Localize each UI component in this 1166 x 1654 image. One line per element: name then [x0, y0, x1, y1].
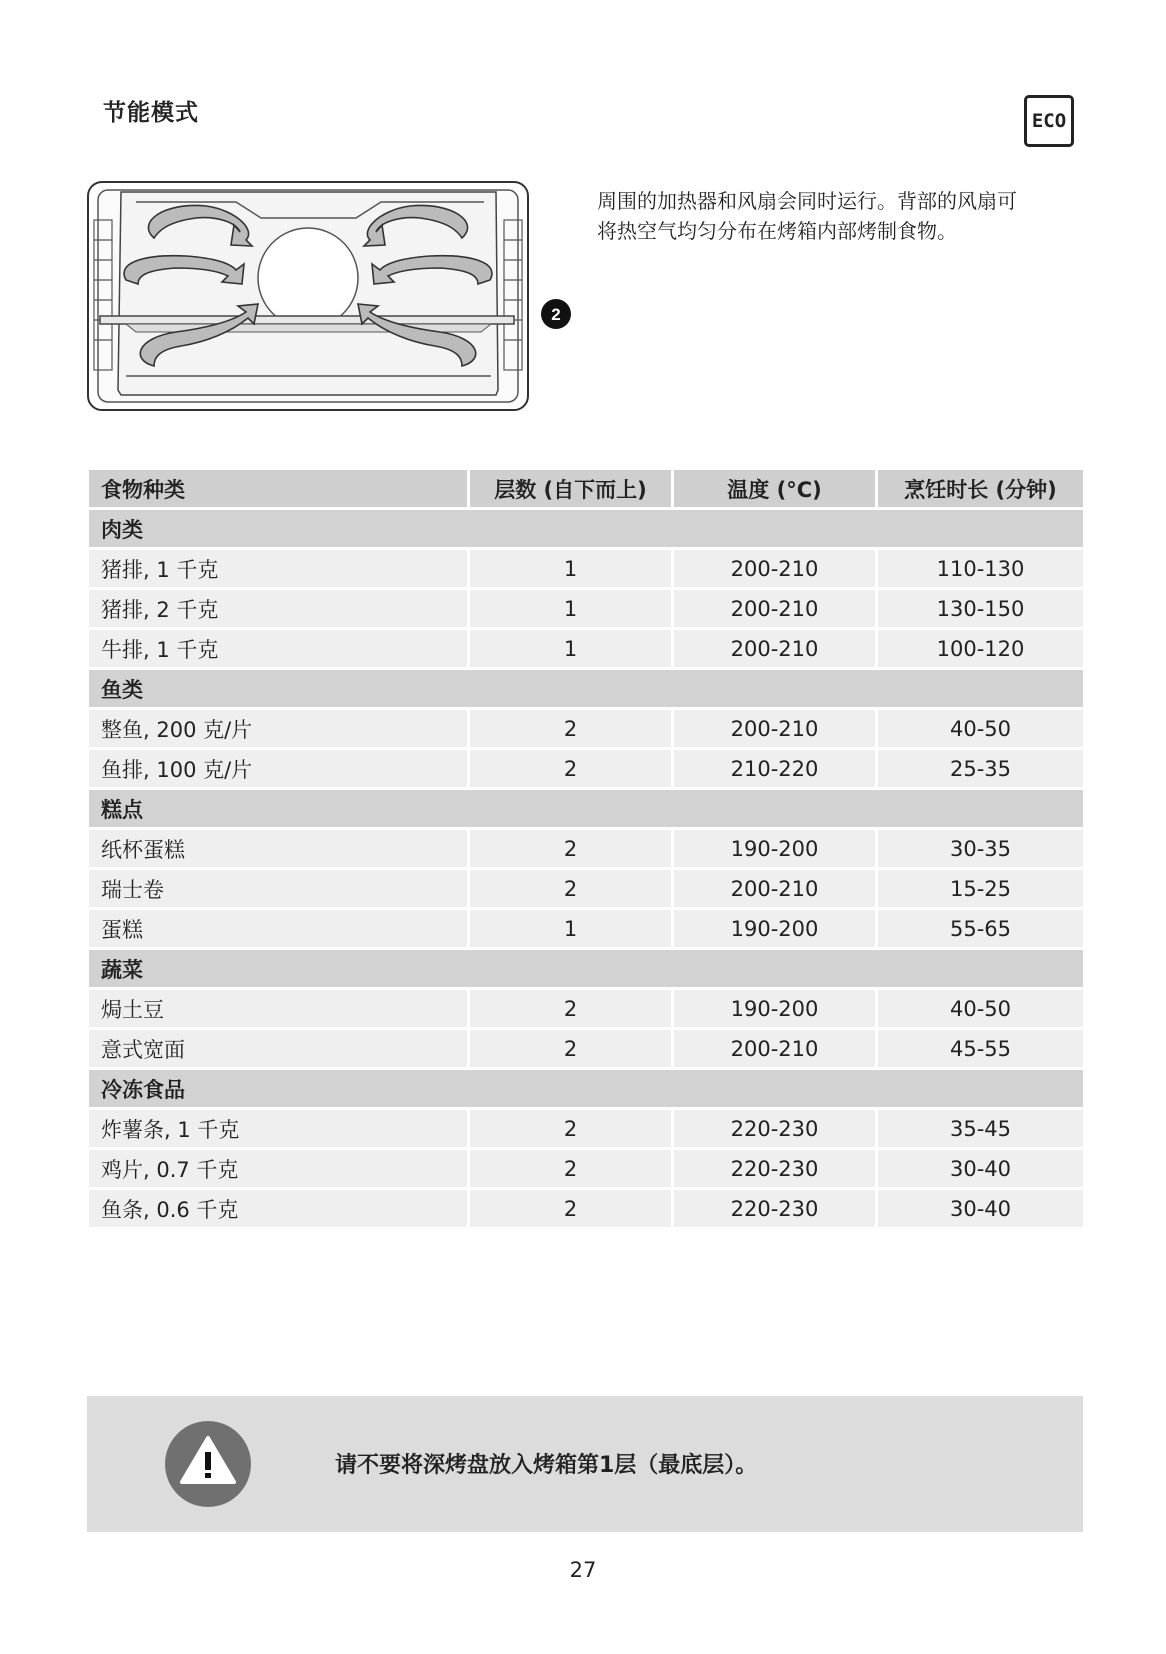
temperature-cell: 200-210 — [674, 710, 875, 747]
food-cell: 瑞士卷 — [89, 870, 467, 907]
temperature-cell: 200-210 — [674, 870, 875, 907]
table-row — [89, 1190, 1083, 1227]
temperature-cell: 200-210 — [674, 590, 875, 627]
food-cell: 牛排, 1 千克 — [89, 630, 467, 667]
category-row — [89, 670, 1083, 707]
description-line-1: 周围的加热器和风扇会同时运行。背部的风扇可 — [597, 189, 1017, 213]
level-cell: 2 — [470, 870, 671, 907]
cooking-table — [89, 470, 1083, 1230]
warning-box — [87, 1396, 1083, 1532]
table-row — [89, 1030, 1083, 1067]
temperature-cell: 210-220 — [674, 750, 875, 787]
table-row — [89, 870, 1083, 907]
header-cooking-time: 烹饪时长 (分钟) — [878, 470, 1083, 507]
oven-airflow-diagram — [86, 180, 576, 420]
time-cell: 30-35 — [878, 830, 1083, 867]
description-line-2: 将热空气均匀分布在烤箱内部烤制食物。 — [597, 219, 957, 243]
category-row — [89, 510, 1083, 547]
temperature-cell: 200-210 — [674, 550, 875, 587]
food-cell: 鱼排, 100 克/片 — [89, 750, 467, 787]
diagram-callout-label: 2 — [551, 305, 561, 324]
level-cell: 1 — [470, 630, 671, 667]
header-temperature: 温度 (°C) — [674, 470, 875, 507]
food-cell: 蛋糕 — [89, 910, 467, 947]
category-row — [89, 950, 1083, 987]
temperature-cell: 200-210 — [674, 1030, 875, 1067]
time-cell: 35-45 — [878, 1110, 1083, 1147]
level-cell: 2 — [470, 830, 671, 867]
food-cell: 焗土豆 — [89, 990, 467, 1027]
temperature-cell: 190-200 — [674, 990, 875, 1027]
temperature-cell: 190-200 — [674, 910, 875, 947]
temperature-cell: 220-230 — [674, 1150, 875, 1187]
warning-triangle-icon — [164, 1420, 252, 1508]
mode-description — [597, 186, 1097, 246]
category-label: 糕点 — [89, 790, 1083, 827]
temperature-cell: 190-200 — [674, 830, 875, 867]
time-cell: 40-50 — [878, 990, 1083, 1027]
level-cell: 1 — [470, 910, 671, 947]
warning-text: 请不要将深烤盘放入烤箱第1层（最底层）。 — [335, 1453, 758, 1478]
temperature-cell: 200-210 — [674, 630, 875, 667]
category-label: 肉类 — [89, 510, 1083, 547]
level-cell: 2 — [470, 1190, 671, 1227]
time-cell: 100-120 — [878, 630, 1083, 667]
time-cell: 30-40 — [878, 1150, 1083, 1187]
table-row — [89, 1150, 1083, 1187]
category-label: 冷冻食品 — [89, 1070, 1083, 1107]
time-cell: 110-130 — [878, 550, 1083, 587]
category-label: 蔬菜 — [89, 950, 1083, 987]
time-cell: 15-25 — [878, 870, 1083, 907]
time-cell: 40-50 — [878, 710, 1083, 747]
time-cell: 30-40 — [878, 1190, 1083, 1227]
table-row — [89, 550, 1083, 587]
table-row — [89, 1110, 1083, 1147]
table-row — [89, 910, 1083, 947]
level-cell: 2 — [470, 990, 671, 1027]
table-row — [89, 750, 1083, 787]
table-row — [89, 630, 1083, 667]
level-cell: 2 — [470, 1110, 671, 1147]
eco-icon: ECO — [1024, 95, 1074, 147]
level-cell: 2 — [470, 1030, 671, 1067]
temperature-cell: 220-230 — [674, 1110, 875, 1147]
food-cell: 整鱼, 200 克/片 — [89, 710, 467, 747]
food-cell: 鸡片, 0.7 千克 — [89, 1150, 467, 1187]
level-cell: 1 — [470, 550, 671, 587]
level-cell: 2 — [470, 750, 671, 787]
table-row — [89, 990, 1083, 1027]
time-cell: 25-35 — [878, 750, 1083, 787]
temperature-cell: 220-230 — [674, 1190, 875, 1227]
food-cell: 鱼条, 0.6 千克 — [89, 1190, 467, 1227]
page-title: 节能模式 — [103, 100, 199, 126]
level-cell: 2 — [470, 710, 671, 747]
food-cell: 意式宽面 — [89, 1030, 467, 1067]
time-cell: 130-150 — [878, 590, 1083, 627]
food-cell: 猪排, 1 千克 — [89, 550, 467, 587]
food-cell: 猪排, 2 千克 — [89, 590, 467, 627]
table-row — [89, 710, 1083, 747]
table-row — [89, 830, 1083, 867]
time-cell: 45-55 — [878, 1030, 1083, 1067]
food-cell: 纸杯蛋糕 — [89, 830, 467, 867]
page-number: 27 — [569, 1558, 597, 1582]
table-header-row — [89, 470, 1083, 507]
category-row — [89, 1070, 1083, 1107]
level-cell: 1 — [470, 590, 671, 627]
category-label: 鱼类 — [89, 670, 1083, 707]
food-cell: 炸薯条, 1 千克 — [89, 1110, 467, 1147]
header-food-type: 食物种类 — [89, 470, 467, 507]
time-cell: 55-65 — [878, 910, 1083, 947]
header-level: 层数 (自下而上) — [470, 470, 671, 507]
level-cell: 2 — [470, 1150, 671, 1187]
category-row — [89, 790, 1083, 827]
table-row — [89, 590, 1083, 627]
